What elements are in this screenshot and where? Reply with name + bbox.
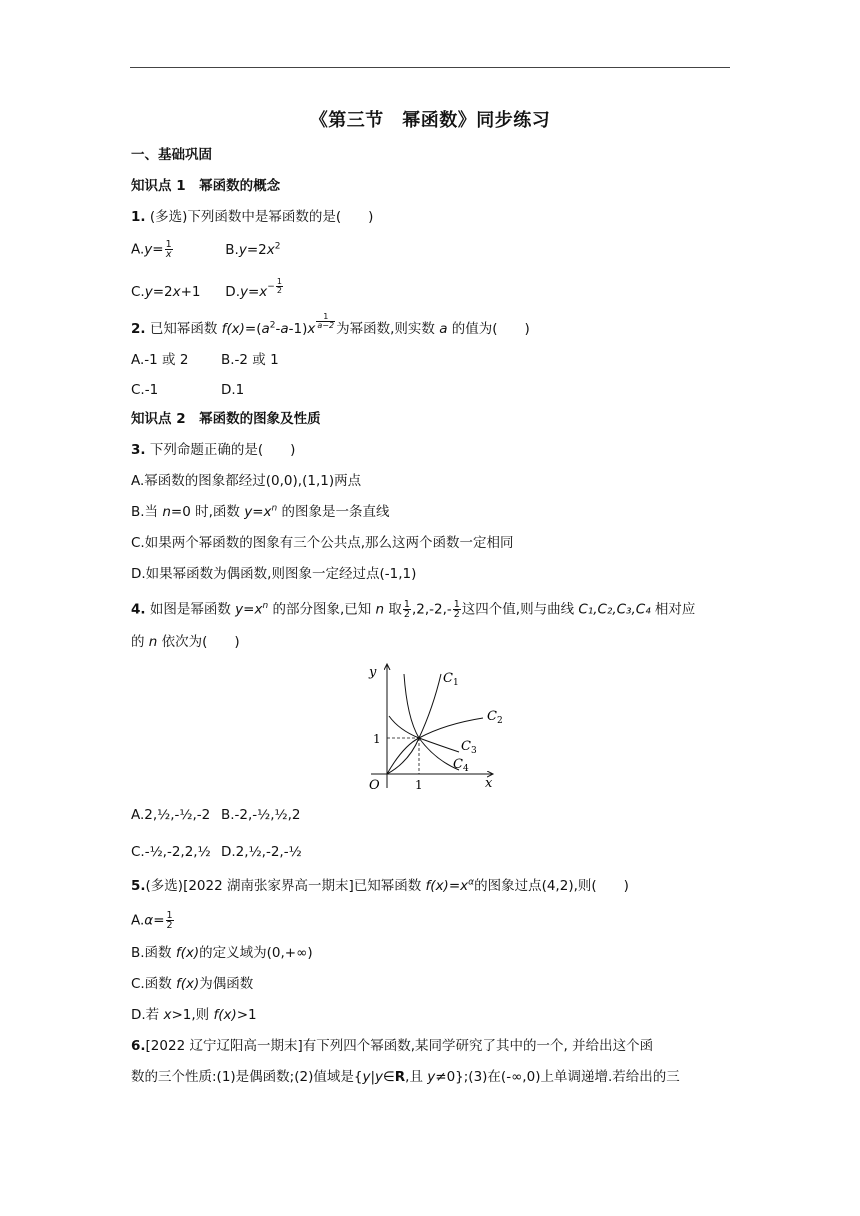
label-c3: $C_3$ [461,739,477,756]
option-a: A.幂函数的图象都经过(0,0),(1,1)两点 [131,473,362,489]
y-tick-label: 1 [373,732,381,746]
option-b: B.-2 或 1 [221,352,279,368]
question-5-stem: 5.(多选)[2022 湖南张家界高一期末]已知幂函数 $f(x)=x^\alpha$的图象过点(4,2),则( ) [131,877,629,894]
question-6-stem-line-2: 数的三个性质:(1)是偶函数;(2)值域是{y|y∈R,且 y≠0};(3)在(-∞,0)上单调递增.若给出的三 [131,1069,680,1085]
option-c: C.如果两个幂函数的图象有三个公共点,那么这两个函数一定相同 [131,535,514,551]
curve-c4 [404,674,459,770]
label-c4: $C_4$ [453,757,469,774]
question-text: (多选)下列函数中是幂函数的是( ) [145,209,374,225]
section-heading: 一、基础巩固 [131,147,212,163]
option-d: D.若 x>1,则 f(x)>1 [131,1007,257,1023]
option-b: B.-2,-½,½,2 [221,807,301,823]
option-d: D.如果幂函数为偶函数,则图象一定经过点(-1,1) [131,566,417,582]
question-4-stem: 4. 如图是幂函数 $y=x^n$ 的部分图象,已知 n 取 $\frac{1}{2}$ ,2,-2,- $\frac{1}{2}$ 这四个值,则与曲线 C₁,C₂,C₃,C₄ 相对应 [131,599,696,620]
fraction: $\frac{1}{x}$ [165,239,172,260]
option-b: $B.y=2x^2$ [225,241,281,258]
option-b: B.当 n=0 时,函数 $y=x^n$ 的图象是一条直线 [131,503,390,520]
option-d: $D.y=x^{- \frac{1}{2}}$ [225,277,282,300]
option-c: C.-1 [131,382,159,398]
option-c: C.-½,-2,2,½ [131,844,211,860]
knowledge-point-1: 知识点 1 幂函数的概念 [131,178,281,194]
question-number: 1. [131,209,146,225]
question-2-stem: 2. 已知幂函数 $f(x)=(a^2-a-1)x$ $\frac{1}{a-2}$ 为幂函数,则实数 a 的值为( ) [131,311,530,337]
origin-label: O [369,778,380,793]
curve-c1 [387,674,441,774]
option-a: A.y= $\frac{1}{x}$ [131,239,172,260]
question-2-options-cd [131,381,244,399]
x-tick-label: 1 [415,778,423,792]
label-c1: $C_1$ [443,671,459,688]
question-1-options-cd [131,277,284,303]
option-a: A.2,½,-½,-2 [131,807,211,823]
question-1-options-ab [131,240,281,259]
question-2-options-ab [131,351,279,369]
question-4-options-ab [131,806,301,824]
option-a: A.-1 或 2 [131,352,189,368]
option-d: D.2,½,-2,-½ [221,844,302,860]
top-rule [130,67,730,68]
question-1-stem [131,208,373,226]
option-a: A.α= $\frac{1}{2}$ [131,910,173,931]
option-b: B.函数 f(x)的定义域为(0,+∞) [131,945,313,961]
x-axis-label: x [485,776,493,791]
question-3-stem: 3. 下列命题正确的是( ) [131,442,296,458]
label-c2: $C_2$ [487,709,503,726]
question-4-stem-line-2: 的 n 依次为( ) [131,634,240,650]
option-c: C.y=2x+1 [131,284,201,300]
power-function-graph [355,658,505,798]
option-d: D.1 [221,382,245,398]
option-c: C.函数 f(x)为偶函数 [131,976,254,992]
curve-c3 [389,716,459,752]
y-axis-label: y [369,665,377,680]
page-title: 《第三节 幂函数》同步练习 [309,110,551,131]
knowledge-point-2: 知识点 2 幂函数的图象及性质 [131,411,321,427]
question-4-options-cd [131,843,302,861]
question-6-stem: 6.[2022 辽宁辽阳高一期末]有下列四个幂函数,某同学研究了其中的一个, 并给出这个函 [131,1038,654,1054]
